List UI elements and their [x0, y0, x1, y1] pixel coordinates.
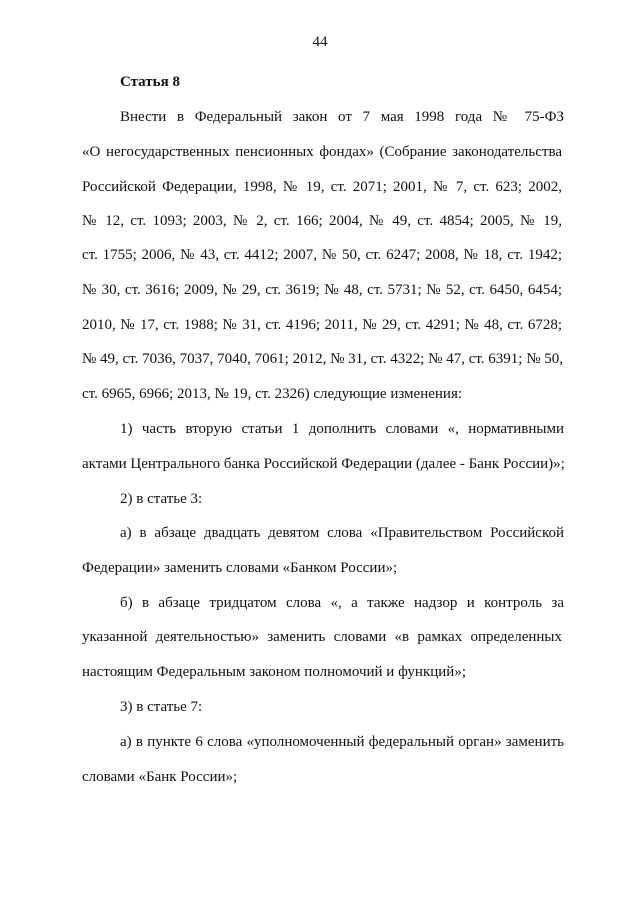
- sub-item-a-line: словами «Банк России»;: [82, 769, 238, 785]
- paragraph-line: «О негосударственных пенсионных фондах» (Собрание законодательства: [82, 144, 562, 160]
- paragraph-line: № 12, ст. 1093; 2003, № 2, ст. 166; 2004, № 49, ст. 4854; 2005, № 19,: [82, 213, 562, 229]
- paragraph-line: ст. 1755; 2006, № 43, ст. 4412; 2007, № 50, ст. 6247; 2008, № 18, ст. 1942;: [82, 247, 562, 263]
- article-heading: Статья 8: [120, 74, 180, 90]
- list-item-1-line: актами Центрального банка Российской Федерации (далее - Банк России)»;: [82, 456, 565, 472]
- sub-item-a-line: а) в абзаце двадцать девятом слова «Правительством Российской: [120, 525, 564, 541]
- list-item-2: 2) в статье 3:: [120, 491, 203, 507]
- paragraph-line: ст. 6965, 6966; 2013, № 19, ст. 2326) следующие изменения:: [82, 386, 463, 402]
- page-number: 44: [312, 34, 328, 50]
- paragraph-line: № 49, ст. 7036, 7037, 7040, 7061; 2012, № 31, ст. 4322; № 47, ст. 6391; № 50,: [82, 351, 564, 367]
- paragraph-line: 2010, № 17, ст. 1988; № 31, ст. 4196; 2011, № 29, ст. 4291; № 48, ст. 6728;: [82, 317, 562, 333]
- paragraph-line: № 30, ст. 3616; 2009, № 29, ст. 3619; № 48, ст. 5731; № 52, ст. 6450, 6454;: [82, 282, 562, 298]
- list-item-1-line: 1) часть вторую статьи 1 дополнить словами «, нормативными: [120, 421, 564, 437]
- paragraph-line: Внести в Федеральный закон от 7 мая 1998 года № 75-ФЗ: [120, 109, 564, 125]
- paragraph-line: Российской Федерации, 1998, № 19, ст. 2071; 2001, № 7, ст. 623; 2002,: [82, 179, 562, 195]
- sub-item-a-line: Федерации» заменить словами «Банком России»;: [82, 560, 398, 576]
- list-item-3: 3) в статье 7:: [120, 699, 203, 715]
- sub-item-a-line: а) в пункте 6 слова «уполномоченный федеральный орган» заменить: [120, 734, 564, 750]
- sub-item-b-line: настоящим Федеральным законом полномочий и функций»;: [82, 664, 466, 680]
- sub-item-b-line: б) в абзаце тридцатом слова «, а также надзор и контроль за: [120, 595, 564, 611]
- sub-item-b-line: указанной деятельностью» заменить словами «в рамках определенных: [82, 629, 562, 645]
